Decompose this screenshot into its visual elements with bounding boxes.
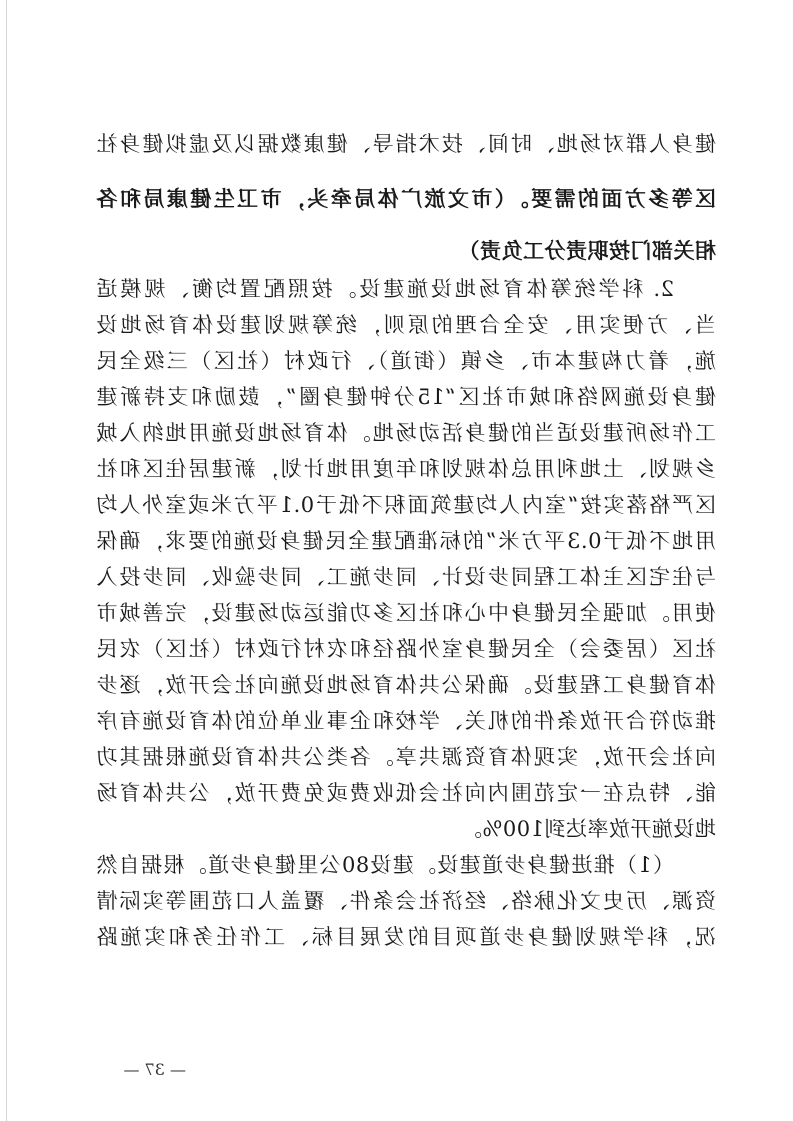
- text-line: 工作场所建设适当的健身活动场地。体育场地设施用地纳入城: [96, 421, 716, 445]
- text-line: 社区（居委会）全民健身室外路径和农村行政村（社区）农民: [96, 637, 716, 661]
- text-line: （1）推进健身步道建设。建设80公里健身步道。根据自然: [96, 853, 674, 877]
- text-line: 推动符合开放条件的机关、学校和企事业单位的体育设施有序: [96, 709, 716, 733]
- text-line: 与住宅区主体工程同步设计、同步施工、同步验收、同步投入: [96, 565, 716, 589]
- text-line: 施，着力构建本市、乡镇（街道）、行政村（社区）三级全民: [96, 349, 716, 373]
- text-line: 使用。加强全民健身中心和社区多功能运动场建设，完善城市: [96, 601, 716, 625]
- text-line: 区等多方面的需要。（市文旅广体局牵头，市卫生健康局和各: [96, 186, 716, 211]
- text-line: 健身设施网络和城市社区“15分钟健身圈”，鼓励和支持新建: [96, 385, 716, 409]
- text-line: 况，科学规划健身步道项目的发展目标、工作任务和实施路: [96, 925, 716, 949]
- text-line: 能、特点在一定范围内向社会低收费或免费开放，公共体育场: [96, 781, 716, 805]
- text-line: 区严格落实按“室内人均建筑面积不低于0.1平方米或室外人均: [96, 493, 716, 517]
- text-line: 乡规划、土地利用总体规划和年度用地计划，新建居住区和社: [96, 457, 716, 481]
- page-number: — 37 —: [123, 1060, 186, 1079]
- text-line: 相关部门按职责分工负责）: [458, 238, 716, 263]
- text-line: 向社会开放，实现体育资源共享。各类公共体育设施根据其功: [96, 745, 716, 769]
- text-line: 2. 科学统筹体育场地设施建设。按照配置均衡、规模适: [96, 277, 674, 301]
- text-line: 用地不低于0.3平方米”的标准配建全民健身设施的要求，确保: [96, 529, 716, 553]
- text-line: 体育健身工程建设。确保公共体育场地设施向社会开放，逐步: [96, 673, 716, 697]
- text-line: 当、方便实用、安全合理的原则，统筹规划建设体育场地设: [96, 313, 716, 337]
- text-line: 资源、历史文化脉络、经济社会条件、覆盖人口范围等实际情: [96, 889, 716, 913]
- text-line: 健身人群对场地、时间、技术指导、健康数据以及虚拟健身社: [96, 132, 716, 156]
- text-line: 地设施开放率达到100%。: [460, 817, 716, 841]
- scan-edge-line: [6, 0, 7, 1121]
